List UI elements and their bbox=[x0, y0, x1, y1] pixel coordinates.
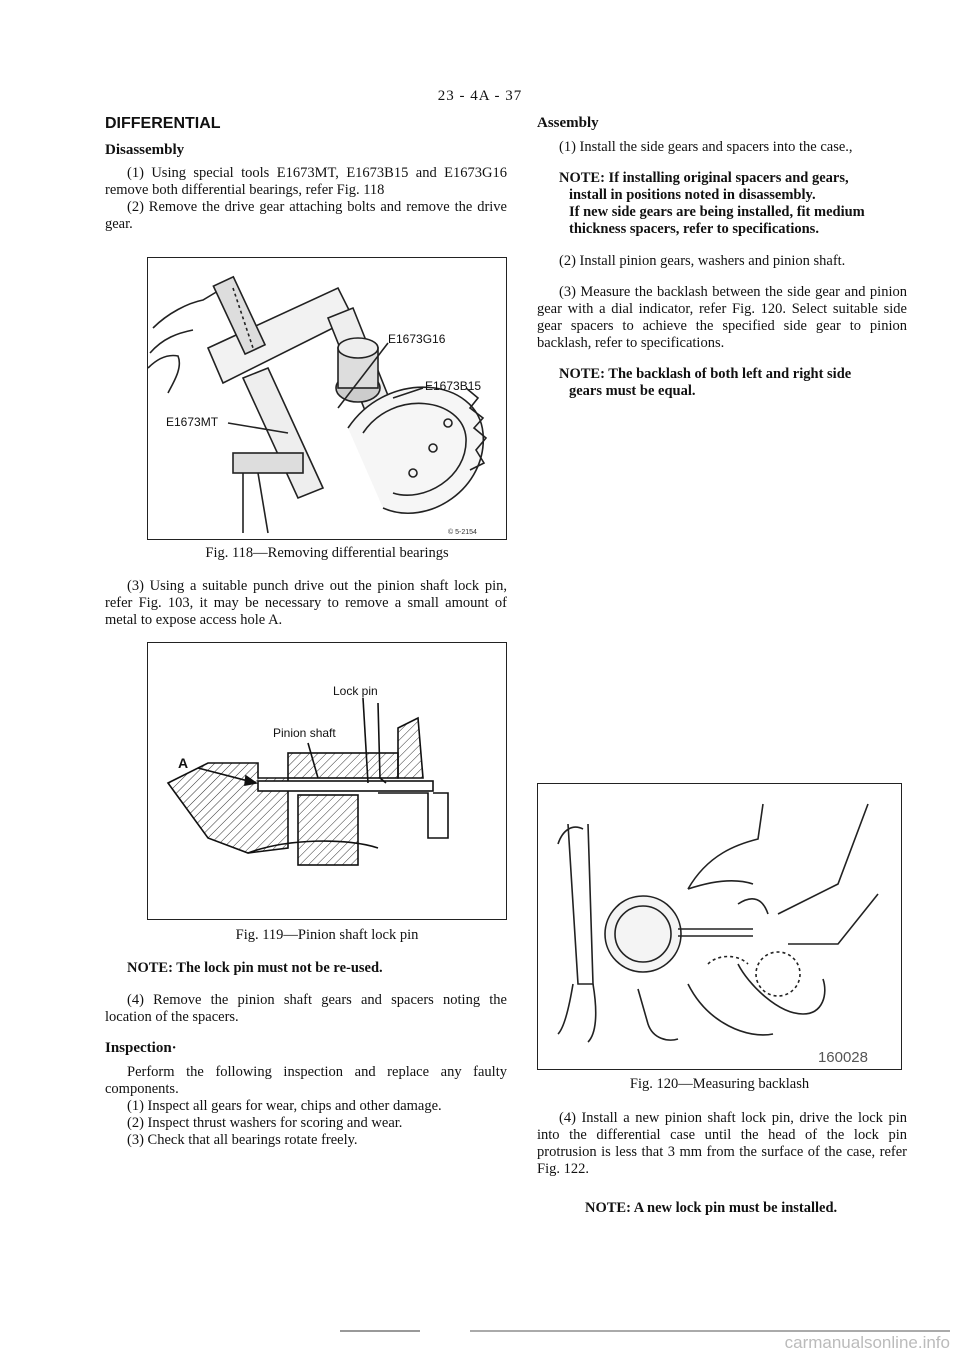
inspection-step-3: (3) Check that all bearings rotate freely. bbox=[127, 1132, 358, 1148]
note-spacers-line-1: NOTE: If installing original spacers and gears, bbox=[559, 170, 849, 186]
inspection-heading: Inspection· bbox=[105, 1040, 177, 1056]
figure-118-caption: Fig. 118—Removing differential bearings bbox=[205, 545, 449, 561]
disassembly-step-1: (1) Using special tools E1673MT, E1673B15 and E1673G16 remove both differential bearings, refer Fig. 118 bbox=[105, 165, 507, 198]
note-spacers bbox=[537, 170, 907, 238]
disassembly-step-4: (4) Remove the pinion shaft gears and spacers noting the location of the spacers. bbox=[105, 992, 507, 1025]
figure-119 bbox=[147, 642, 507, 920]
inspection-step-2: (2) Inspect thrust washers for scoring and wear. bbox=[127, 1115, 403, 1131]
figure-119-caption: Fig. 119—Pinion shaft lock pin bbox=[235, 927, 419, 943]
note-backlash-line-1: NOTE: The backlash of both left and right side bbox=[559, 366, 852, 382]
note-spacers-line-4: thickness spacers, refer to specifications. bbox=[569, 221, 819, 237]
label-e1673g16: E1673G16 bbox=[388, 332, 446, 346]
disassembly-heading: Disassembly bbox=[105, 142, 185, 158]
page-number: 23 - 4A - 37 bbox=[437, 88, 523, 104]
footer-rule-2 bbox=[470, 1330, 950, 1332]
figure-code: 160028 bbox=[817, 1049, 868, 1066]
note-backlash-line-2: gears must be equal. bbox=[569, 383, 696, 399]
pinion-shaft-illustration bbox=[148, 643, 505, 918]
footer-rule-1 bbox=[340, 1330, 420, 1332]
disassembly-step-3-text: (3) Using a suitable punch drive out the pinion shaft lock pin, refer Fig. 103, it may be necessary to remove a small amount of metal to expose access hole A. bbox=[105, 578, 507, 628]
note-spacers-line-2: install in positions noted in disassembly. bbox=[569, 187, 816, 203]
inspection-step-1: (1) Inspect all gears for wear, chips and other damage. bbox=[127, 1098, 442, 1114]
note-new-lock-pin: NOTE: A new lock pin must be installed. bbox=[585, 1200, 838, 1216]
left-column bbox=[105, 115, 507, 233]
disassembly-step-2: (2) Remove the drive gear attaching bolts and remove the drive gear. bbox=[105, 199, 507, 232]
note-lock-pin: NOTE: The lock pin must not be re-used. bbox=[127, 960, 383, 976]
backlash-measurement-illustration bbox=[538, 784, 900, 1068]
figure-120-caption: Fig. 120—Measuring backlash bbox=[629, 1076, 810, 1092]
figure-120 bbox=[537, 783, 902, 1070]
assembly-step-3: (3) Measure the backlash between the side gear and pinion gear with a dial indicator, refer Fig. 120. Select suitable side gear spacers to achieve the specified side gear to pinion backlash, refer to specifications. bbox=[537, 284, 907, 351]
right-lower-column bbox=[537, 1110, 907, 1217]
watermark: carmanualsonline.info bbox=[784, 1333, 950, 1352]
left-lower-column bbox=[105, 960, 507, 1149]
inspection-intro: Perform the following inspection and replace any faulty components. bbox=[105, 1064, 507, 1097]
label-lock-pin: Lock pin bbox=[333, 684, 378, 698]
label-e1673b15: E1673B15 bbox=[425, 379, 482, 393]
label-e1673mt: E1673MT bbox=[166, 415, 219, 429]
assembly-step-2: (2) Install pinion gears, washers and pinion shaft. bbox=[559, 253, 846, 269]
disassembly-step-3 bbox=[105, 578, 507, 629]
assembly-step-1: (1) Install the side gears and spacers into the case., bbox=[559, 139, 853, 155]
section-title: DIFFERENTIAL bbox=[105, 115, 221, 132]
label-pinion-shaft: Pinion shaft bbox=[273, 726, 336, 740]
note-backlash bbox=[537, 366, 907, 400]
bearing-puller-illustration bbox=[148, 258, 505, 538]
assembly-step-4: (4) Install a new pinion shaft lock pin, drive the lock pin into the differential case until the head of the lock pin protrusion is less that 3 mm from the surface of the case, refer Fig. 122. bbox=[537, 1110, 907, 1177]
label-a: A bbox=[178, 755, 189, 771]
figure-118 bbox=[147, 257, 507, 540]
right-column bbox=[537, 115, 907, 400]
figure-code: © 5-2154 bbox=[448, 529, 477, 536]
note-spacers-line-3: If new side gears are being installed, fit medium bbox=[569, 204, 865, 220]
assembly-heading: Assembly bbox=[537, 115, 599, 131]
